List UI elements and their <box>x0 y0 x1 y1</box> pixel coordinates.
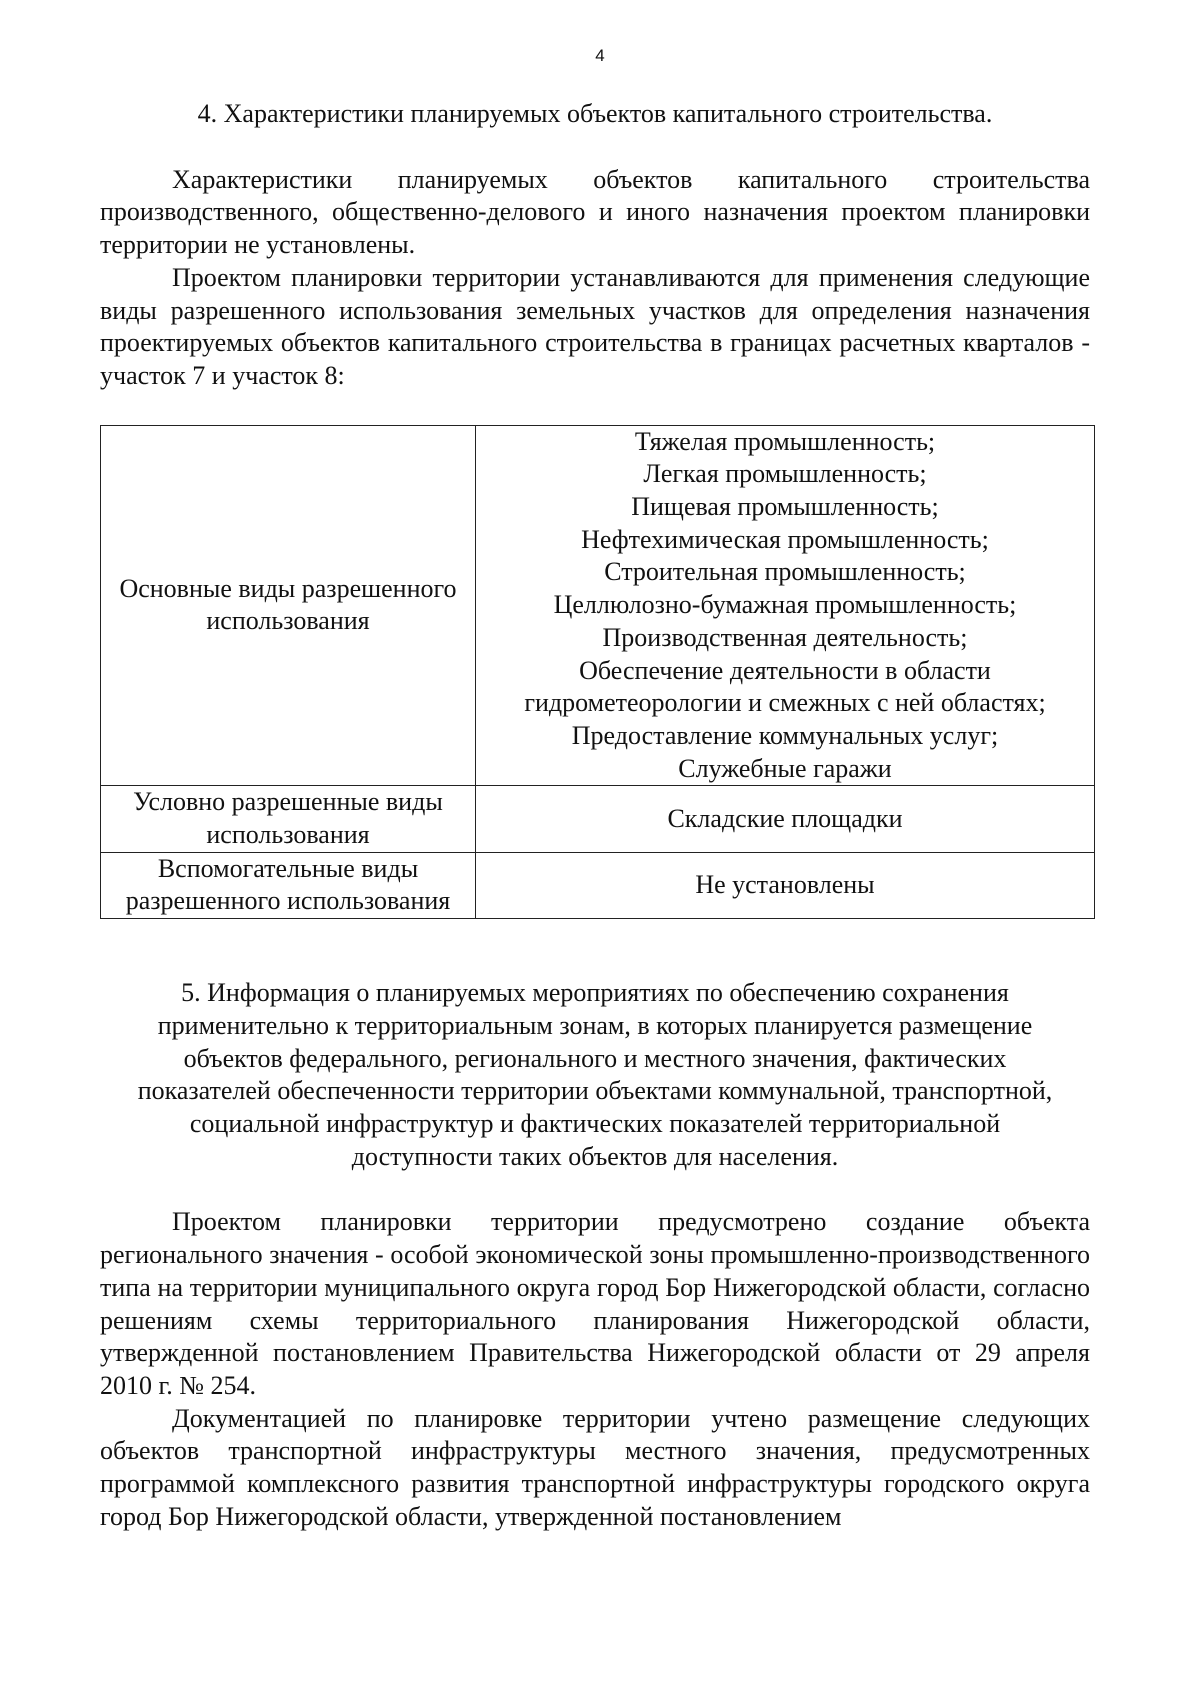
table-row <box>101 425 1095 786</box>
table-cell-label: Условно разрешенные виды использования <box>101 786 476 852</box>
table-row <box>101 852 1095 918</box>
section-5-heading: 5. Информация о планируемых мероприятиях по обеспечению сохранения применительно к территориальным зонам, в которых планируется размещение объектов федерального, регионального и местного значения, фактических показателей обеспеченности территории объектами коммунальной, транспортной, социальной инфраструктур и фактических показателей территориальной доступности таких объектов для населения. <box>137 978 1053 1171</box>
use-item: Тяжелая промышленность; <box>634 426 936 456</box>
permitted-use-table <box>100 425 1095 920</box>
use-item: Строительная промышленность; <box>604 557 966 587</box>
table-cell-value: Не установлены <box>476 852 1095 918</box>
use-item: Целлюлозно-бумажная промышленность; <box>553 590 1017 620</box>
use-item: Служебные гаражи <box>678 753 892 783</box>
use-item: Пищевая промышленность; <box>631 492 939 522</box>
section-5-paragraph-1: Проектом планировки территории предусмотрено создание объекта регионального значения - особой экономической зоны промышленно-производственного типа на территории муниципального округа город Бор Нижегородской области, согласно решениям схемы территориального планирования Нижегородской области, утвержденной постановлением Правительства Нижегородской области от 29 апреля 2010 г. № 254. <box>100 1207 1090 1400</box>
table-cell-label: Основные виды разрешенного использования <box>101 425 476 786</box>
section-4-heading: 4. Характеристики планируемых объектов капитального строительства. <box>197 99 993 128</box>
page-content <box>100 98 1090 1533</box>
table-row <box>101 786 1095 852</box>
table-cell-value: Складские площадки <box>476 786 1095 852</box>
table-cell-label: Вспомогательные виды разрешенного использования <box>101 852 476 918</box>
use-item: Легкая промышленность; <box>643 459 927 489</box>
section-4-paragraph-2: Проектом планировки территории устанавливаются для применения следующие виды разрешенного использования земельных участков для определения назначения проектируемых объектов капитального строительства в границах расчетных кварталов - участок 7 и участок 8: <box>100 262 1090 390</box>
use-item: Предоставление коммунальных услуг; <box>571 720 999 750</box>
use-item: Обеспечение деятельности в области гидрометеорологии и смежных с ней областях; <box>524 655 1046 718</box>
section-5-paragraph-2: Документацией по планировке территории учтено размещение следующих объектов транспортной инфраструктуры местного значения, предусмотренных программой комплексного развития транспортной инфраструктуры городского округа город Бор Нижегородской области, утвержденной постановлением <box>100 1403 1090 1531</box>
section-4-paragraph-1: Характеристики планируемых объектов капитального строительства производственного, общественно-делового и иного назначения проектом планировки территории не установлены. <box>100 164 1090 260</box>
use-item: Производственная деятельность; <box>602 622 968 652</box>
page-number: 4 <box>595 46 605 65</box>
table-cell-values <box>476 425 1095 786</box>
use-item: Нефтехимическая промышленность; <box>581 524 989 554</box>
